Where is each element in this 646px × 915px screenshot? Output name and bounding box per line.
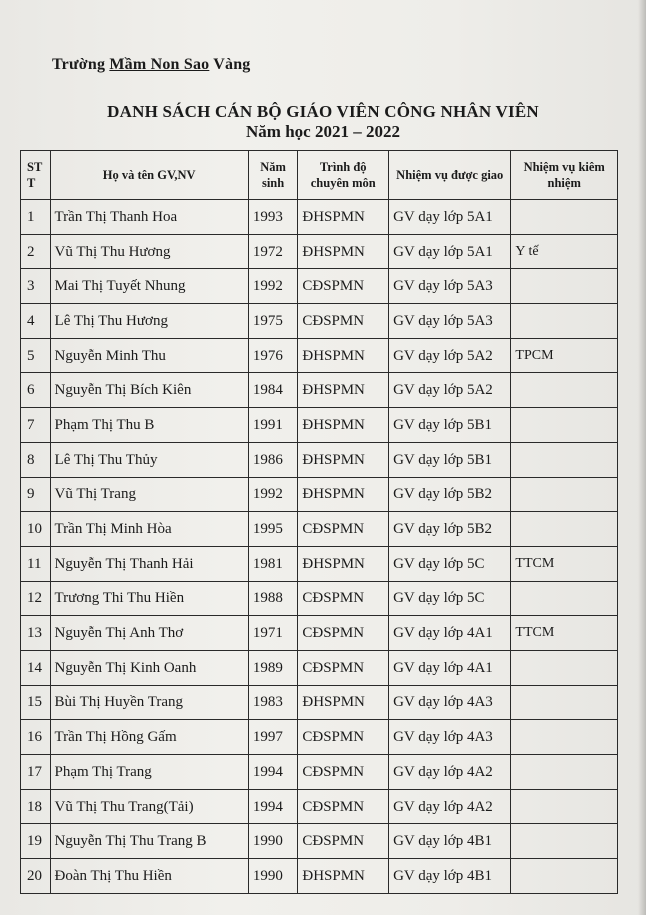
cell-year: 1972 xyxy=(248,234,298,269)
cell-degree: ĐHSPMN xyxy=(298,408,389,443)
cell-degree: ĐHSPMN xyxy=(298,200,389,235)
cell-task: GV dạy lớp 4A1 xyxy=(389,616,511,651)
cell-degree: CĐSPMN xyxy=(298,304,389,339)
column-header-stt: ST T xyxy=(21,151,51,200)
cell-stt: 10 xyxy=(21,512,51,547)
cell-stt: 5 xyxy=(21,338,51,373)
cell-name: Trần Thị Minh Hòa xyxy=(50,512,248,547)
cell-stt: 2 xyxy=(21,234,51,269)
table-row xyxy=(21,200,618,235)
cell-degree: CĐSPMN xyxy=(298,789,389,824)
cell-degree: CĐSPMN xyxy=(298,755,389,790)
cell-task: GV dạy lớp 5B1 xyxy=(389,442,511,477)
cell-degree: CĐSPMN xyxy=(298,650,389,685)
cell-extra-task xyxy=(511,685,618,720)
cell-degree: ĐHSPMN xyxy=(298,685,389,720)
cell-stt: 9 xyxy=(21,477,51,512)
cell-degree: CĐSPMN xyxy=(298,512,389,547)
cell-extra-task xyxy=(511,512,618,547)
cell-task: GV dạy lớp 5A1 xyxy=(389,200,511,235)
cell-extra-task xyxy=(511,269,618,304)
cell-task: GV dạy lớp 5A3 xyxy=(389,269,511,304)
school-name-suffix: Vàng xyxy=(209,56,251,73)
cell-stt: 19 xyxy=(21,824,51,859)
column-header-year: Năm sinh xyxy=(248,151,298,200)
cell-extra-task xyxy=(511,373,618,408)
cell-year: 1997 xyxy=(248,720,298,755)
table-header-row xyxy=(21,151,618,200)
cell-extra-task xyxy=(511,408,618,443)
cell-degree: ĐHSPMN xyxy=(298,546,389,581)
table-row xyxy=(21,304,618,339)
table-row xyxy=(21,234,618,269)
table-row xyxy=(21,755,618,790)
cell-name: Đoàn Thị Thu Hiền xyxy=(50,859,248,894)
cell-name: Trần Thị Thanh Hoa xyxy=(50,200,248,235)
column-header-degree: Trình độ chuyên môn xyxy=(298,151,389,200)
cell-extra-task xyxy=(511,581,618,616)
cell-year: 1990 xyxy=(248,824,298,859)
document-title: DANH SÁCH CÁN BỘ GIÁO VIÊN CÔNG NHÂN VIÊN xyxy=(107,102,539,121)
cell-name: Nguyễn Thị Kinh Oanh xyxy=(50,650,248,685)
cell-year: 1981 xyxy=(248,546,298,581)
cell-stt: 11 xyxy=(21,546,51,581)
cell-name: Nguyễn Thị Anh Thơ xyxy=(50,616,248,651)
table-row xyxy=(21,581,618,616)
school-name-underlined: Mầm Non Sao xyxy=(109,56,210,73)
cell-name: Nguyễn Thị Thanh Hải xyxy=(50,546,248,581)
cell-name: Nguyễn Thị Bích Kiên xyxy=(50,373,248,408)
cell-year: 1993 xyxy=(248,200,298,235)
cell-extra-task xyxy=(511,824,618,859)
cell-task: GV dạy lớp 4A3 xyxy=(389,685,511,720)
cell-name: Trần Thị Hồng Gấm xyxy=(50,720,248,755)
cell-extra-task: Y tế xyxy=(511,234,618,269)
cell-year: 1994 xyxy=(248,755,298,790)
cell-stt: 12 xyxy=(21,581,51,616)
cell-name: Vũ Thị Thu Trang(Tải) xyxy=(50,789,248,824)
table-row xyxy=(21,616,618,651)
cell-stt: 15 xyxy=(21,685,51,720)
cell-degree: ĐHSPMN xyxy=(298,234,389,269)
column-header-task: Nhiệm vụ được giao xyxy=(389,151,511,200)
table-row xyxy=(21,269,618,304)
cell-year: 1976 xyxy=(248,338,298,373)
cell-degree: CĐSPMN xyxy=(298,269,389,304)
cell-task: GV dạy lớp 5B2 xyxy=(389,512,511,547)
cell-name: Nguyễn Thị Thu Trang B xyxy=(50,824,248,859)
cell-name: Vũ Thị Trang xyxy=(50,477,248,512)
cell-degree: CĐSPMN xyxy=(298,720,389,755)
cell-name: Trương Thi Thu Hiền xyxy=(50,581,248,616)
cell-year: 1995 xyxy=(248,512,298,547)
cell-task: GV dạy lớp 5A3 xyxy=(389,304,511,339)
cell-task: GV dạy lớp 4A2 xyxy=(389,755,511,790)
cell-stt: 20 xyxy=(21,859,51,894)
cell-task: GV dạy lớp 5C xyxy=(389,581,511,616)
cell-stt: 4 xyxy=(21,304,51,339)
cell-extra-task xyxy=(511,304,618,339)
cell-extra-task xyxy=(511,442,618,477)
cell-year: 1986 xyxy=(248,442,298,477)
table-row xyxy=(21,442,618,477)
cell-year: 1988 xyxy=(248,581,298,616)
cell-task: GV dạy lớp 5A1 xyxy=(389,234,511,269)
cell-degree: ĐHSPMN xyxy=(298,442,389,477)
cell-task: GV dạy lớp 5A2 xyxy=(389,338,511,373)
cell-degree: ĐHSPMN xyxy=(298,373,389,408)
table-row xyxy=(21,824,618,859)
cell-stt: 8 xyxy=(21,442,51,477)
cell-degree: ĐHSPMN xyxy=(298,477,389,512)
cell-task: GV dạy lớp 4A3 xyxy=(389,720,511,755)
cell-stt: 14 xyxy=(21,650,51,685)
cell-stt: 1 xyxy=(21,200,51,235)
cell-stt: 7 xyxy=(21,408,51,443)
cell-year: 1971 xyxy=(248,616,298,651)
cell-name: Phạm Thị Thu B xyxy=(50,408,248,443)
cell-extra-task: TTCM xyxy=(511,546,618,581)
cell-stt: 18 xyxy=(21,789,51,824)
cell-extra-task: TTCM xyxy=(511,616,618,651)
cell-stt: 17 xyxy=(21,755,51,790)
cell-name: Lê Thị Thu Thủy xyxy=(50,442,248,477)
school-name xyxy=(52,56,251,74)
cell-stt: 16 xyxy=(21,720,51,755)
cell-extra-task xyxy=(511,650,618,685)
cell-stt: 13 xyxy=(21,616,51,651)
cell-year: 1983 xyxy=(248,685,298,720)
document-subtitle: Năm học 2021 – 2022 xyxy=(246,122,400,141)
cell-name: Lê Thị Thu Hương xyxy=(50,304,248,339)
column-header-name: Họ và tên GV,NV xyxy=(50,151,248,200)
table-row xyxy=(21,685,618,720)
table-row xyxy=(21,720,618,755)
cell-year: 1984 xyxy=(248,373,298,408)
cell-degree: CĐSPMN xyxy=(298,616,389,651)
cell-degree: CĐSPMN xyxy=(298,581,389,616)
cell-name: Mai Thị Tuyết Nhung xyxy=(50,269,248,304)
cell-task: GV dạy lớp 5B1 xyxy=(389,408,511,443)
cell-extra-task xyxy=(511,720,618,755)
cell-extra-task xyxy=(511,755,618,790)
table-row xyxy=(21,650,618,685)
cell-extra-task: TPCM xyxy=(511,338,618,373)
cell-year: 1991 xyxy=(248,408,298,443)
cell-extra-task xyxy=(511,859,618,894)
cell-task: GV dạy lớp 5C xyxy=(389,546,511,581)
table-row xyxy=(21,859,618,894)
cell-task: GV dạy lớp 5A2 xyxy=(389,373,511,408)
cell-extra-task xyxy=(511,477,618,512)
cell-extra-task xyxy=(511,789,618,824)
cell-name: Vũ Thị Thu Hương xyxy=(50,234,248,269)
school-name-prefix: Trường xyxy=(52,56,110,73)
cell-task: GV dạy lớp 4A2 xyxy=(389,789,511,824)
cell-task: GV dạy lớp 4B1 xyxy=(389,859,511,894)
cell-task: GV dạy lớp 4A1 xyxy=(389,650,511,685)
table-row xyxy=(21,338,618,373)
cell-year: 1989 xyxy=(248,650,298,685)
cell-name: Bùi Thị Huyền Trang xyxy=(50,685,248,720)
cell-task: GV dạy lớp 5B2 xyxy=(389,477,511,512)
table-row xyxy=(21,477,618,512)
cell-task: GV dạy lớp 4B1 xyxy=(389,824,511,859)
cell-year: 1994 xyxy=(248,789,298,824)
column-header-extra-task: Nhiệm vụ kiêm nhiệm xyxy=(511,151,618,200)
cell-degree: ĐHSPMN xyxy=(298,338,389,373)
cell-year: 1992 xyxy=(248,269,298,304)
table-row xyxy=(21,408,618,443)
cell-stt: 3 xyxy=(21,269,51,304)
table-row xyxy=(21,789,618,824)
staff-table xyxy=(20,150,618,894)
cell-extra-task xyxy=(511,200,618,235)
table-row xyxy=(21,546,618,581)
cell-name: Phạm Thị Trang xyxy=(50,755,248,790)
cell-degree: CĐSPMN xyxy=(298,824,389,859)
cell-name: Nguyễn Minh Thu xyxy=(50,338,248,373)
table-row xyxy=(21,512,618,547)
cell-stt: 6 xyxy=(21,373,51,408)
cell-degree: ĐHSPMN xyxy=(298,859,389,894)
table-body xyxy=(21,200,618,894)
table-row xyxy=(21,373,618,408)
cell-year: 1975 xyxy=(248,304,298,339)
cell-year: 1990 xyxy=(248,859,298,894)
cell-year: 1992 xyxy=(248,477,298,512)
